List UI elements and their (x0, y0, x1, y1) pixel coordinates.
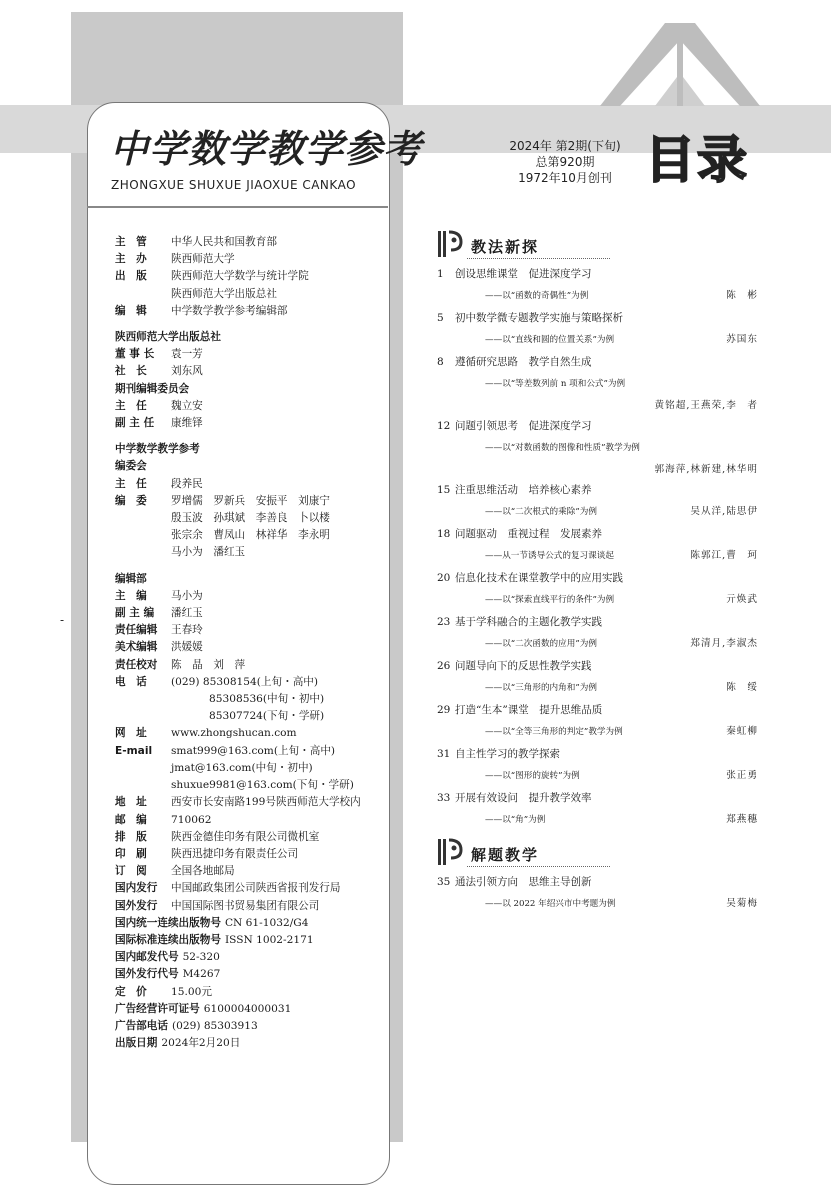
toc-page-number: 12 (437, 420, 451, 432)
president-value: 刘东风 (171, 365, 203, 378)
toc-page-number: 29 (437, 704, 451, 716)
toc-article-author: 黄铭超,王燕荣,李 者 (654, 400, 758, 411)
toc-article-author: 陈 彬 (726, 290, 758, 301)
vice-director-value: 康维铎 (171, 417, 203, 430)
toc-entry[interactable] (437, 744, 760, 788)
section-logo-icon (437, 230, 463, 258)
toc-article-title: 初中数学微专题教学实施与策略探析 (455, 312, 623, 324)
toc-entry[interactable] (437, 416, 760, 480)
editor-value: 中学数学教学参考编辑部 (171, 304, 288, 317)
publisher-value-2: 陕西师范大学出版总社 (171, 287, 277, 300)
section-title-2: 解题教学 (471, 846, 540, 864)
chief-editor-label: 主 编 (115, 589, 147, 602)
toc-article-author: 郭海萍,林新建,林华明 (654, 464, 758, 475)
toc-article-author: 吴菊梅 (726, 898, 758, 909)
phone-label: 电 话 (115, 675, 147, 688)
toc-article-title: 信息化技术在课堂教学中的应用实践 (455, 572, 623, 584)
toc-article-subtitle: ——以“函数的奇偶性”为例 (485, 291, 589, 301)
toc-entry[interactable] (437, 352, 760, 416)
section-title-1: 教法新探 (471, 238, 540, 256)
vice-director-label: 副 主 任 (115, 417, 155, 430)
ad-phone-value: (029) 85303913 (171, 1019, 258, 1032)
toc-page-number: 35 (437, 876, 451, 888)
phone-value-3: 85307724(下旬・学研) (209, 710, 325, 723)
price-value: 15.00元 (171, 985, 212, 998)
website-label: 网 址 (115, 727, 147, 740)
section-2-entries (437, 872, 760, 916)
toc-article-title: 遵循研究思路 教学自然生成 (455, 356, 592, 368)
toc-article-subtitle: ——以“探索直线平行的条件”为例 (485, 595, 615, 605)
cn-number-label: 国内统一连续出版物号 (115, 916, 221, 929)
journal-committee-heading: 期刊编辑委员会 (115, 382, 190, 395)
toc-article-subtitle: ——以“对数函数的图像和性质”教学为例 (485, 443, 640, 453)
section-header-1 (437, 230, 760, 264)
foreign-code-label: 国外发行代号 (115, 968, 179, 981)
domestic-distribution-label: 国内发行 (115, 882, 158, 895)
toc-page-number: 1 (437, 268, 444, 280)
issn-value: ISSN 1002-2171 (224, 933, 314, 946)
board-members-row-4: 马小为 潘红玉 (171, 546, 246, 559)
toc-entry[interactable] (437, 612, 760, 656)
director-value: 魏立安 (171, 399, 203, 412)
toc-article-title: 基于学科融合的主题化教学实践 (455, 616, 602, 628)
website-link[interactable]: www.zhongshucan.com (171, 727, 297, 740)
resp-editor-label: 责任编辑 (115, 624, 158, 637)
toc-article-author: 郑清月,李淑杰 (690, 638, 758, 649)
toc-article-subtitle: ——以 2022 年绍兴市中考题为例 (485, 899, 616, 909)
sponsor-label: 主 管 (115, 236, 147, 248)
toc-entry[interactable] (437, 264, 760, 308)
chairman-value: 袁一芳 (171, 348, 203, 361)
publisher-value-1: 陕西师范大学数学与统计学院 (171, 270, 309, 283)
dept-heading: 编辑部 (115, 572, 147, 585)
board-heading: 编委会 (115, 460, 147, 473)
ad-phone-label: 广告部电话 (115, 1019, 168, 1032)
issn-label: 国际标准连续出版物号 (115, 933, 221, 946)
toc-article-title: 问题引领思考 促进深度学习 (455, 420, 592, 432)
journal-title: 中学数学教学参考 (110, 126, 423, 171)
toc-article-subtitle: ——以“三角形的内角和”为例 (485, 683, 597, 693)
toc-article-subtitle: ——以“直线和圆的位置关系”为例 (485, 335, 615, 345)
toc-article-author: 陈 绥 (726, 682, 758, 693)
board-members-row-2: 殷玉波 孙琪斌 李善良 卜以楼 (171, 512, 330, 525)
toc-entry[interactable] (437, 568, 760, 612)
toc-entry[interactable] (437, 524, 760, 568)
toc-page-number: 18 (437, 528, 451, 540)
board-members-row-3: 张宗余 曹凤山 林祥华 李永明 (171, 529, 330, 542)
toc-entry[interactable] (437, 872, 760, 916)
domestic-distribution-value: 中国邮政集团公司陕西省报刊发行局 (171, 882, 341, 895)
toc-entry[interactable] (437, 308, 760, 352)
toc-article-subtitle: ——从一节诱导公式的复习课谈起 (485, 551, 614, 561)
chief-editor-value: 马小为 (171, 589, 203, 602)
address-label: 地 址 (115, 796, 147, 809)
toc-article-author: 陈郭江,曹 珂 (690, 550, 758, 561)
toc-article-author: 苏国东 (726, 334, 758, 345)
toc-article-subtitle: ——以“二次根式的乘除”为例 (485, 507, 597, 517)
printing-label: 印 刷 (115, 847, 147, 860)
toc-page-number: 33 (437, 792, 451, 804)
toc-article-subtitle: ——以“图形的旋转”为例 (485, 771, 580, 781)
art-editor-label: 美术编辑 (115, 641, 158, 654)
ad-license-value: 6100004000031 (203, 1002, 292, 1015)
typesetting-value: 陕西金德佳印务有限公司微机室 (171, 830, 320, 843)
section-header-2 (437, 838, 760, 872)
toc-article-title: 问题驱动 重视过程 发展素养 (455, 528, 602, 540)
price-label: 定 价 (115, 985, 147, 998)
toc-article-subtitle: ——以“全等三角形的判定”教学为例 (485, 727, 623, 737)
phone-value-1: (029) 85308154(上旬・高中) (171, 675, 319, 688)
email-link-3[interactable]: shuxue9981@163.com(下旬・学研) (171, 779, 354, 792)
toc-article-title: 问题导向下的反思性教学实践 (455, 660, 592, 672)
vice-chief-label: 副 主 编 (115, 607, 155, 620)
toc-page-number: 5 (437, 312, 444, 324)
toc-article-title: 创设思维课堂 促进深度学习 (455, 268, 592, 280)
toc-article-title: 注重思维活动 培养核心素养 (455, 484, 592, 496)
toc-page-number: 8 (437, 356, 444, 368)
issue-info (495, 138, 635, 186)
sponsor-value: 中华人民共和国教育部 (171, 236, 277, 248)
toc-page-number: 15 (437, 484, 451, 496)
ad-license-label: 广告经营许可证号 (115, 1002, 200, 1015)
toc-entry[interactable] (437, 788, 760, 832)
board-members-row-1: 罗增儒 罗新兵 安振平 刘康宁 (171, 494, 330, 507)
printing-value: 陕西迅捷印务有限责任公司 (171, 847, 299, 860)
journal-title-pinyin: ZHONGXUE SHUXUE JIAOXUE CANKAO (111, 178, 357, 192)
section-underline (467, 866, 610, 867)
issue-total: 总第920期 (535, 155, 595, 169)
pub-date-label: 出版日期 (115, 1037, 158, 1050)
contents-heading: 目录 (645, 131, 749, 189)
cn-number-value: CN 61-1032/G4 (224, 916, 309, 929)
host-label: 主 办 (115, 253, 147, 266)
art-editor-value: 洪媛媛 (171, 641, 203, 654)
toc-article-author: 秦虹柳 (726, 726, 758, 737)
toc-page-number: 20 (437, 572, 451, 584)
email-label: E-mail (115, 744, 153, 757)
foreign-distribution-label: 国外发行 (115, 899, 158, 912)
address-value: 西安市长安南路199号陕西师范大学校内 (171, 796, 361, 809)
toc-page-number: 26 (437, 660, 451, 672)
president-label: 社 长 (115, 365, 147, 378)
toc-article-subtitle: ——以“二次函数的应用”为例 (485, 639, 597, 649)
pub-date-value: 2024年2月20日 (161, 1037, 241, 1050)
toc-article-subtitle: ——以“等差数列前 n 项和公式”为例 (485, 379, 626, 389)
colophon (115, 234, 387, 1052)
section-logo-icon (437, 838, 463, 866)
board-members-label: 编 委 (115, 494, 147, 507)
toc-article-title: 通法引领方向 思维主导创新 (455, 876, 592, 888)
foreign-code-value: M4267 (182, 968, 221, 981)
issue-number: 2024年 第2期(下旬) (509, 139, 621, 153)
toc-entry[interactable] (437, 700, 760, 744)
toc-article-title: 开展有效设问 提升教学效率 (455, 792, 592, 804)
postal-code-value: 52-320 (182, 951, 220, 964)
toc-entry[interactable] (437, 480, 760, 524)
proofreader-value: 陈 晶 刘 萍 (171, 658, 246, 671)
toc-article-author: 郑燕穗 (726, 814, 758, 825)
typesetting-label: 排 版 (115, 830, 147, 843)
press-heading: 陕西师范大学出版总社 (115, 331, 221, 344)
chairman-label: 董 事 长 (115, 348, 155, 361)
postcode-label: 邮 编 (115, 813, 147, 826)
toc-article-title: 打造“生本”课堂 提升思维品质 (455, 704, 603, 716)
subscription-label: 订 阅 (115, 865, 147, 878)
section-underline (467, 258, 610, 259)
publisher-label: 出 版 (115, 270, 147, 283)
editor-label: 编 辑 (115, 304, 147, 317)
host-value: 陕西师范大学 (171, 253, 235, 266)
section-1-entries (437, 264, 760, 832)
toc-article-author: 亓焕武 (726, 594, 758, 605)
toc-page-number: 23 (437, 616, 451, 628)
toc-article-author: 张正勇 (726, 770, 758, 781)
postcode-value: 710062 (171, 813, 212, 826)
subscription-value: 全国各地邮局 (171, 865, 235, 878)
email-link-2[interactable]: jmat@163.com(中旬・初中) (171, 761, 313, 774)
toc-page-number: 31 (437, 748, 451, 760)
vice-chief-value: 潘红玉 (171, 607, 203, 620)
table-of-contents (437, 230, 760, 916)
toc-article-title: 自主性学习的教学探索 (455, 748, 560, 760)
roof-truss-graphic (560, 18, 831, 108)
journal-heading: 中学数学教学参考 (115, 443, 200, 456)
resp-editor-value: 王春玲 (171, 624, 203, 637)
director-label: 主 任 (115, 399, 147, 412)
founded-date: 1972年10月创刊 (518, 171, 612, 185)
masthead-divider (87, 206, 388, 208)
toc-article-author: 吴从洋,陆思伊 (690, 506, 758, 517)
email-link-1[interactable]: smat999@163.com(上旬・高中) (171, 744, 336, 757)
foreign-distribution-value: 中国国际图书贸易集团有限公司 (171, 899, 320, 912)
toc-article-subtitle: ——以“角”为例 (485, 815, 546, 825)
postal-code-label: 国内邮发代号 (115, 951, 179, 964)
toc-entry[interactable] (437, 656, 760, 700)
board-director-value: 段养民 (171, 477, 203, 490)
margin-dash: - (60, 613, 65, 627)
board-director-label: 主 任 (115, 477, 147, 490)
phone-value-2: 85308536(中旬・初中) (209, 693, 325, 706)
proofreader-label: 责任校对 (115, 658, 158, 671)
